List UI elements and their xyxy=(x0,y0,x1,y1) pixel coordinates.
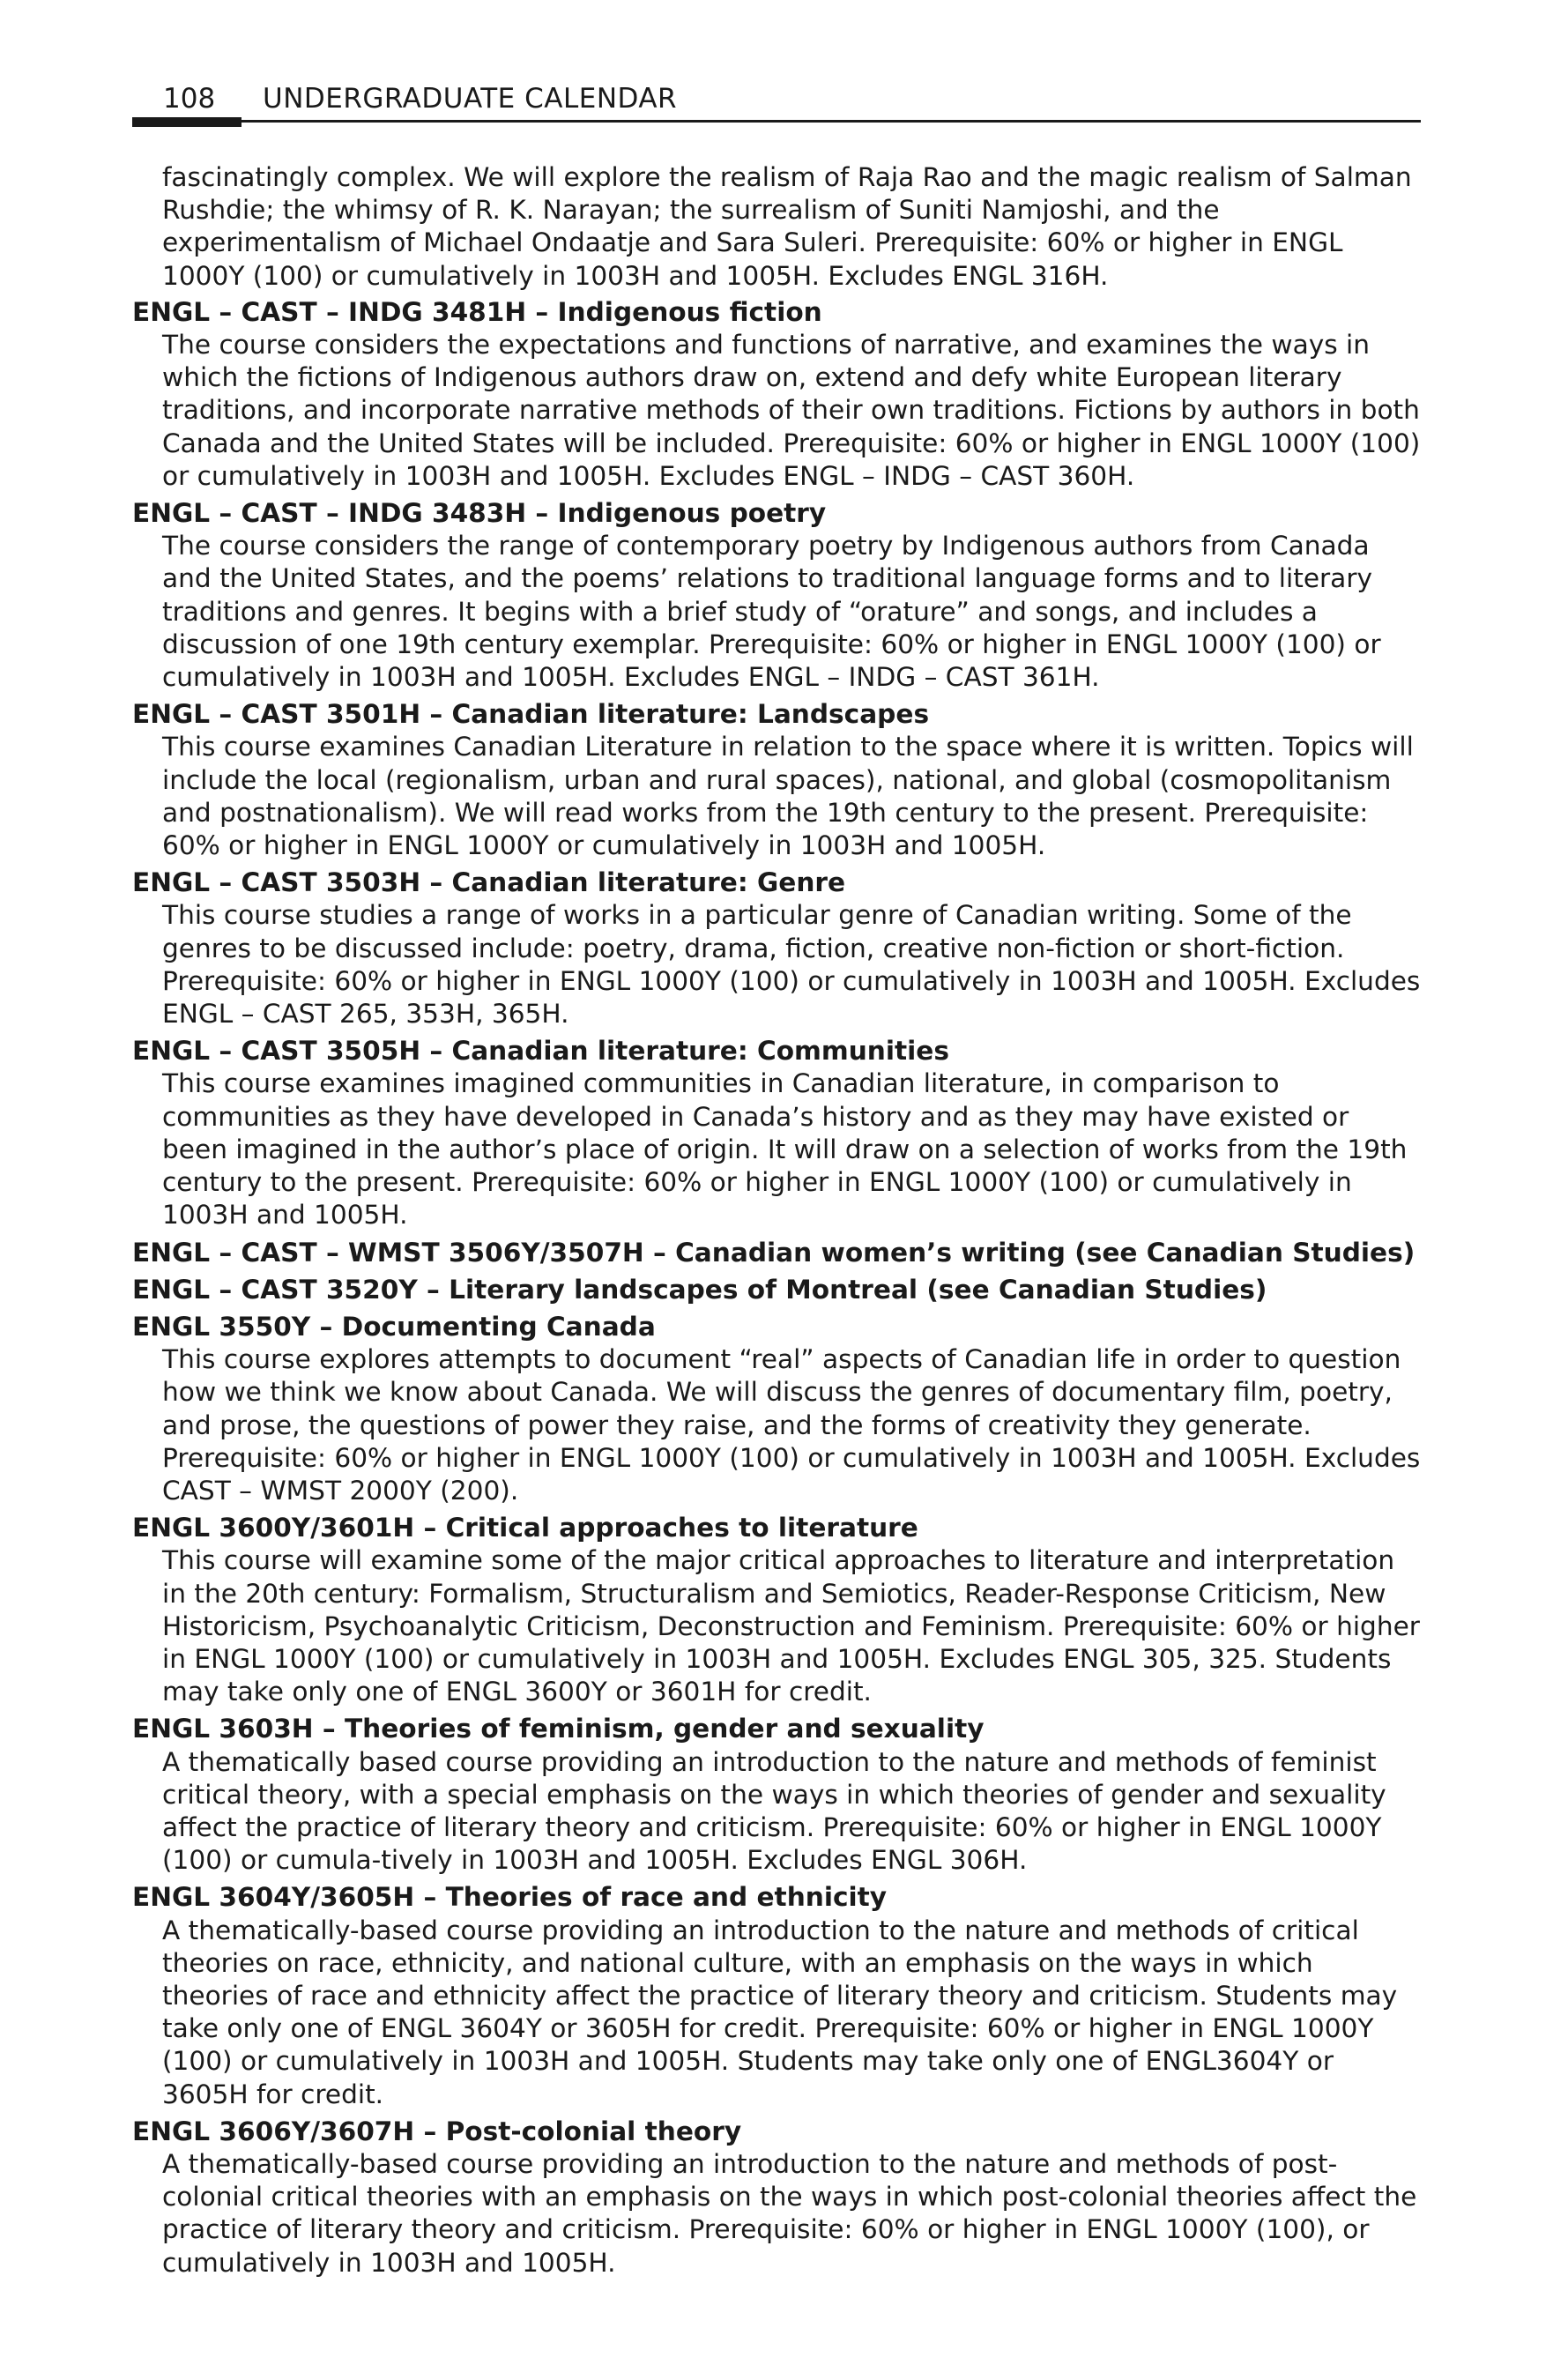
course-title: ENGL – CAST 3501H – Canadian literature: Landscapes xyxy=(132,699,930,730)
course-title: ENGL 3606Y/3607H – Post-colonial theory xyxy=(132,2116,742,2146)
course-title: ENGL 3603H – Theories of feminism, gender and sexuality xyxy=(132,1714,985,1744)
running-title: UNDERGRADUATE CALENDAR xyxy=(263,83,678,115)
course-description: This course will examine some of the major critical approaches to literature and interpretation in the 20th century: Formalism, Structuralism and Semiotics, Reader-Response Criticism, New Historicism, Psychoanalytic Criticism, Deconstruction and Feminism. Prerequisite: 60% or higher in ENGL 1000Y (100) or cumulatively in 1003H and 1005H. Excludes ENGL 305, 325. Students may take only one of ENGL 3600Y or 3601H for credit. xyxy=(162,1545,1420,1707)
course-entry xyxy=(132,866,1421,1030)
course-entry xyxy=(132,1237,1421,1269)
course-entry xyxy=(132,1035,1421,1231)
course-entry xyxy=(132,698,1421,862)
course-title: ENGL – CAST – INDG 3483H – Indigenous poetry xyxy=(132,498,827,529)
course-entry xyxy=(132,1274,1421,1306)
course-entry xyxy=(132,1512,1421,1708)
course-description: A thematically-based course providing an introduction to the nature and methods of critical theories on race, ethnicity, and national culture, with an emphasis on the ways in which theories of race and ethnicity affect the practice of literary theory and criticism. Students may take only one of ENGL 3604Y or 3605H for credit. Prerequisite: 60% or higher in ENGL 1000Y (100) or cumulatively in 1003H and 1005H. Students may take only one of ENGL3604Y or 3605H for credit. xyxy=(162,1915,1398,2109)
course-title: ENGL 3604Y/3605H – Theories of race and ethnicity xyxy=(132,1882,888,1913)
course-description: This course studies a range of works in a particular genre of Canadian writing. Some of the genres to be discussed include: poetry, drama, fiction, creative non-fiction or short-fiction. Prerequisite: 60% or higher in ENGL 1000Y (100) or cumulatively in 1003H and 1005H. Excludes ENGL – CAST 265, 353H, 365H. xyxy=(162,900,1421,1030)
continued-description: fascinatingly complex. We will explore the realism of Raja Rao and the magic realism of Salman Rushdie; the whimsy of R. K. Narayan; the surrealism of Suniti Namjoshi, and the experimentalism of Michael Ondaatje and Sara Suleri. Prerequisite: 60% or higher in ENGL 1000Y (100) or cumulatively in 1003H and 1005H. Excludes ENGL 316H. xyxy=(162,162,1412,291)
course-title: ENGL – CAST 3520Y – Literary landscapes of Montreal (see Canadian Studies) xyxy=(132,1274,1267,1305)
course-description: The course considers the range of contemporary poetry by Indigenous authors from Canada and the United States, and the poems’ relations to traditional language forms and to literary traditions and genres. It begins with a brief study of “orature” and songs, and includes a discussion of one 19th century exemplar. Prerequisite: 60% or higher in ENGL 1000Y (100) or cumulatively in 1003H and 1005H. Excludes ENGL – INDG – CAST 361H. xyxy=(162,531,1381,693)
course-description: This course explores attempts to document “real” aspects of Canadian life in order to question how we think we know about Canada. We will discuss the genres of documentary film, poetry, and prose, the questions of power they raise, and the forms of creativity they generate. Prerequisite: 60% or higher in ENGL 1000Y (100) or cumulatively in 1003H and 1005H. Excludes CAST – WMST 2000Y (200). xyxy=(162,1344,1421,1506)
header-rule xyxy=(132,120,1421,123)
course-description: The course considers the expectations and functions of narrative, and examines the ways in which the fictions of Indigenous authors draw on, extend and defy white European literary traditions, and incorporate narrative methods of their own traditions. Fictions by authors in both Canada and the United States will be included. Prerequisite: 60% or higher in ENGL 1000Y (100) or cumulatively in 1003H and 1005H. Excludes ENGL – INDG – CAST 360H. xyxy=(162,330,1421,491)
course-entry xyxy=(132,2116,1421,2280)
course-title: ENGL – CAST – WMST 3506Y/3507H – Canadian women’s writing (see Canadian Studies) xyxy=(132,1237,1416,1268)
course-description: This course examines imagined communities in Canadian literature, in comparison to communities as they have developed in Canada’s history and as they may have existed or been imagined in the author’s place of origin. It will draw on a selection of works from the 19th century to the present. Prerequisite: 60% or higher in ENGL 1000Y (100) or cumulatively in 1003H and 1005H. xyxy=(162,1068,1408,1231)
course-title: ENGL – CAST – INDG 3481H – Indigenous fiction xyxy=(132,296,822,327)
course-description: This course examines Canadian Literature in relation to the space where it is written. Topics will include the local (regionalism, urban and rural spaces), national, and global (cosmopolitanism and postnationalism). We will read works from the 19th century to the present. Prerequisite: 60% or higher in ENGL 1000Y or cumulatively in 1003H and 1005H. xyxy=(162,732,1414,861)
page-header xyxy=(132,81,1421,127)
page-number: 108 xyxy=(163,83,216,115)
course-entry xyxy=(132,1881,1421,2110)
course-title: ENGL – CAST 3505H – Canadian literature: Communities xyxy=(132,1036,949,1067)
course-entry xyxy=(132,497,1421,694)
course-entry xyxy=(132,296,1421,493)
course-entry xyxy=(132,1713,1421,1877)
course-entry xyxy=(132,1311,1421,1507)
course-description: A thematically-based course providing an introduction to the nature and methods of post-colonial critical theories with an emphasis on the ways in which post-colonial theories affect the practice of literary theory and criticism. Prerequisite: 60% or higher in ENGL 1000Y (100), or cumulatively in 1003H and 1005H. xyxy=(162,2148,1417,2278)
course-description: A thematically based course providing an introduction to the nature and methods of feminist critical theory, with a special emphasis on the ways in which theories of gender and sexuality affect the practice of literary theory and criticism. Prerequisite: 60% or higher in ENGL 1000Y (100) or cumula-tively in 1003H and 1005H. Excludes ENGL 306H. xyxy=(162,1746,1386,1876)
course-title: ENGL 3600Y/3601H – Critical approaches to literature xyxy=(132,1513,918,1543)
course-title: ENGL 3550Y – Documenting Canada xyxy=(132,1311,656,1342)
course-title: ENGL – CAST 3503H – Canadian literature: Genre xyxy=(132,867,846,898)
course-listing xyxy=(132,161,1421,2284)
